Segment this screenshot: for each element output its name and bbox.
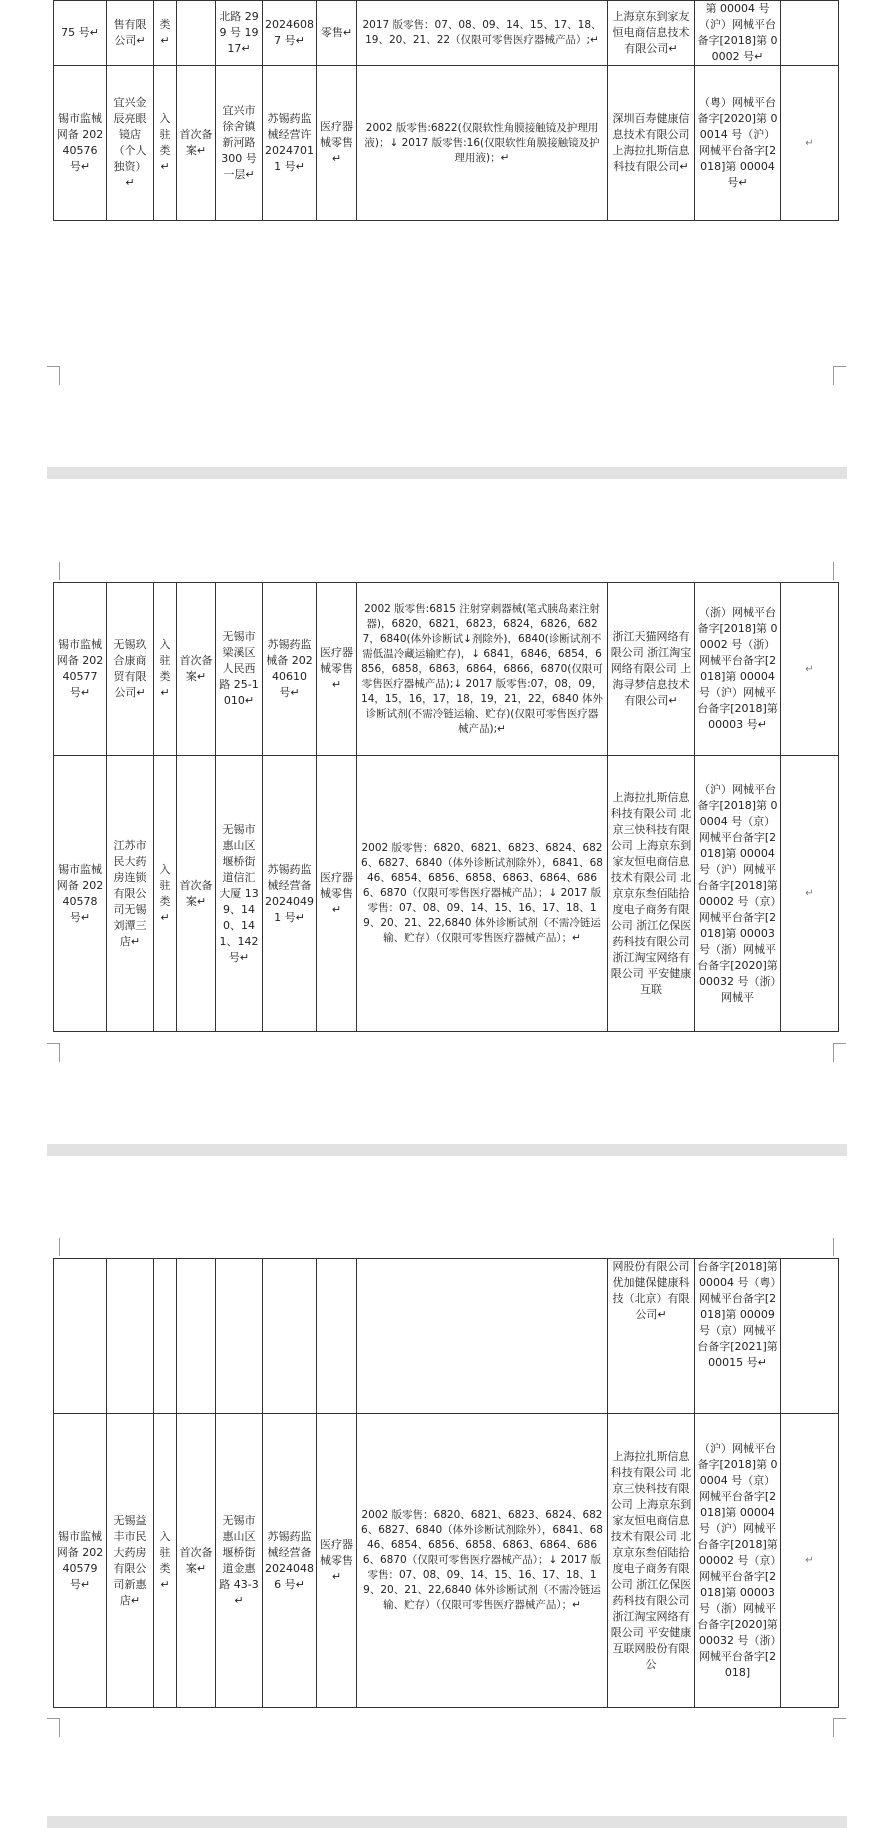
blank-cell [781,1,839,66]
platform-record-cell: （沪）网械平台备字[2018]第 00004 号（京）网械平台备字[2018]第 00004 号（沪）网械平台备字[2018]第 00002 号（京）网械平台备字[2018]第 00003 号（浙）网械平台备字[2020]第 00032 号（浙）网械平台备字[2018] [695,1414,781,1708]
return-mark: ↵ [805,663,814,675]
filing-table-page-3 [53,1258,839,1708]
filing-cell: 首次备案↵ [177,583,216,756]
page-separator [47,1816,847,1828]
scope-cell: 2002 版零售：6820、6821、6823、6824、6826、6827、6840（体外诊断试剂除外），6841、6846、6854、6856、6858、6863、6864、6866、6870（仅限可零售医疗器械产品）；↓ 2017 版零售：07、08、09、14、15、16、17、18、19、20、21、22,6840 体外诊断试剂（不需冷链运输、贮存）（仅限可零售医疗器械产品）；↵ [357,1414,608,1708]
crop-mark [47,1718,60,1737]
return-mark: ↵ [805,137,814,149]
platform-cell: 浙江天猫网络有限公司 浙江淘宝网络有限公司 上海寻梦信息技术有限公司↵ [608,583,695,756]
company-cell: 江苏市民大药房连锁有限公司无锡刘潭三店↵ [107,756,154,1032]
platform-record-cell: （浙）网械平台备字[2018]第 00002 号（浙）网械平台备字[2018]第 00004 号（沪）网械平台备字[2018]第 00003 号↵ [695,583,781,756]
crop-mark [833,1238,846,1256]
license-cell: 苏锡药监械备 20240610 号↵ [263,583,317,756]
company-cell: 售有限公司↵ [107,1,154,66]
company-cell: 无锡玖合康商贸有限公司↵ [107,583,154,756]
type-cell: 入驻类↵ [154,756,177,1032]
license-cell [263,1259,317,1414]
category-cell: 医疗器械零售↵ [317,583,357,756]
crop-mark [833,366,846,385]
crop-mark [47,1043,60,1062]
crop-mark [833,562,846,580]
license-cell: 2024608 7 号↵ [263,1,317,66]
type-cell: 入驻类↵ [154,66,177,221]
blank-cell [781,66,839,221]
reg-no-cell [54,1259,107,1414]
filing-table-page-2 [53,582,839,1032]
page-separator [47,467,847,479]
platform-record-cell: 第 00004 号（沪）网械平台备字[2018]第 00002 号↵ [695,1,781,66]
category-cell [317,1259,357,1414]
table-row [54,1,839,66]
company-cell: 无锡益丰市民大药房有限公司新惠店↵ [107,1414,154,1708]
blank-cell [781,756,839,1032]
company-cell [107,1259,154,1414]
platform-cell: 深圳百寿健康信息技术有限公司 上海拉扎斯信息科技有限公司↵ [608,66,695,221]
scope-cell: 2017 版零售：07、08、09、14、15、17、18、19、20、21、22（仅限可零售医疗器械产品）;↵ [357,1,608,66]
crop-mark [47,1238,60,1256]
scope-cell: 2002 版零售:6815 注射穿刺器械(笔式胰岛素注射器)，6820，6821，6823，6824，6826，6827，6840(体外诊断试↓剂除外)，6840(诊断试剂不需低温冷藏运输贮存)，↓ 6841，6846，6854，6856，6858，6863，6864，6866，6870(仅限可零售医疗器械产品);↓ 2017 版零售:07，08，09，14，15，16，17，18，19，21，22，6840 体外诊断试剂(不需冷链运输、贮存)(仅限可零售医疗器械产品);↵ [357,583,608,756]
platform-cell: 上海拉扎斯信息科技有限公司 北京三快科技有限公司 上海京东到家友恒电商信息技术有限公司 北京京东叁佰陆拾度电子商务有限公司 浙江亿保医药科技有限公司 浙江淘宝网络有限公司 平安健康互联网股份有限公 [608,1414,695,1708]
page-separator [47,1144,847,1156]
license-cell: 苏锡药监械经营许 20247011 号↵ [263,66,317,221]
return-mark: ↵ [805,888,814,899]
platform-cell: 上海京东到家友恒电商信息技术有限公司↵ [608,1,695,66]
return-mark: ↵ [805,1555,814,1566]
type-cell: 入驻类↵ [154,1414,177,1708]
platform-record-cell: 台备字[2018]第 00004 号（粤）网械平台备字[2018]第 00009 号（京）网械平台备字[2021]第 00015 号↵ [695,1259,781,1414]
address-cell: 宜兴市徐舍镇新河路 300 号一层↵ [216,66,263,221]
category-cell: 零售↵ [317,1,357,66]
scope-cell: 2002 版零售:6822(仅限软性角膜接触镜及护理用液)；↓ 2017 版零售:16(仅限软性角膜接触镜及护理用液)；↵ [357,66,608,221]
reg-no-cell: 锡市监械网备 20240576 号↵ [54,66,107,221]
reg-no-cell: 75 号↵ [54,1,107,66]
scope-cell [357,1259,608,1414]
reg-no-cell: 锡市监械网备 20240577 号↵ [54,583,107,756]
category-cell: 医疗器械零售↵ [317,1414,357,1708]
address-cell [216,1259,263,1414]
type-cell [154,1259,177,1414]
platform-record-cell: （粤）网械平台备字[2020]第 00014 号（沪）网械平台备字[2018]第 00004 号↵ [695,66,781,221]
blank-cell [781,1259,839,1414]
category-cell: 医疗器械零售↵ [317,66,357,221]
address-cell: 无锡市惠山区堰桥街道金惠路 43-3↵ [216,1414,263,1708]
table-row [54,583,839,756]
address-cell: 无锡市惠山区堰桥街道信汇大厦 139、140、141、142 号↵ [216,756,263,1032]
filing-cell: 首次备案↵ [177,1414,216,1708]
type-cell: 类↵ [154,1,177,66]
category-cell: 医疗器械零售↵ [317,756,357,1032]
filing-cell [177,1,216,66]
blank-cell [781,583,839,756]
platform-cell: 网股份有限公司 优加健保健康科技（北京）有限公司↵ [608,1259,695,1414]
table-row [54,1414,839,1708]
filing-table-page-1 [53,0,839,221]
license-cell: 苏锡药监械经营备 20240486 号↵ [263,1414,317,1708]
crop-mark [833,1043,846,1062]
scope-cell: 2002 版零售：6820、6821、6823、6824、6826、6827、6840（体外诊断试剂除外），6841、6846、6854、6856、6858、6863、6864、6866、6870（仅限可零售医疗器械产品）；↓ 2017 版零售：07、08、09、14、15、16、17、18、19、20、21、22,6840 体外诊断试剂（不需冷链运输、贮存）（仅限可零售医疗器械产品）；↵ [357,756,608,1032]
address-cell: 北路 299 号 1917↵ [216,1,263,66]
table-row [54,66,839,221]
reg-no-cell: 锡市监械网备 20240579 号↵ [54,1414,107,1708]
type-cell: 入驻类↵ [154,583,177,756]
blank-cell [781,1414,839,1708]
license-cell: 苏锡药监械经营备 20240491 号↵ [263,756,317,1032]
crop-mark [47,366,60,385]
address-cell: 无锡市梁溪区人民西路 25-1010↵ [216,583,263,756]
filing-cell [177,1259,216,1414]
platform-record-cell: （沪）网械平台备字[2018]第 00004 号（京）网械平台备字[2018]第 00004 号（沪）网械平台备字[2018]第 00002 号（京）网械平台备字[2018]第 00003 号（浙）网械平台备字[2020]第 00032 号（浙）网械平 [695,756,781,1032]
company-cell: 宜兴金辰亮眼镜店（个人独资）↵ [107,66,154,221]
crop-mark [47,562,60,580]
platform-cell: 上海拉扎斯信息科技有限公司 北京三快科技有限公司 上海京东到家友恒电商信息技术有限公司 北京京东叁佰陆拾度电子商务有限公司 浙江亿保医药科技有限公司 浙江淘宝网络有限公司 平安健康互联 [608,756,695,1032]
table-row [54,756,839,1032]
table-row [54,1259,839,1414]
filing-cell: 首次备案↵ [177,66,216,221]
reg-no-cell: 锡市监械网备 20240578 号↵ [54,756,107,1032]
filing-cell: 首次备案↵ [177,756,216,1032]
crop-mark [833,1718,846,1737]
